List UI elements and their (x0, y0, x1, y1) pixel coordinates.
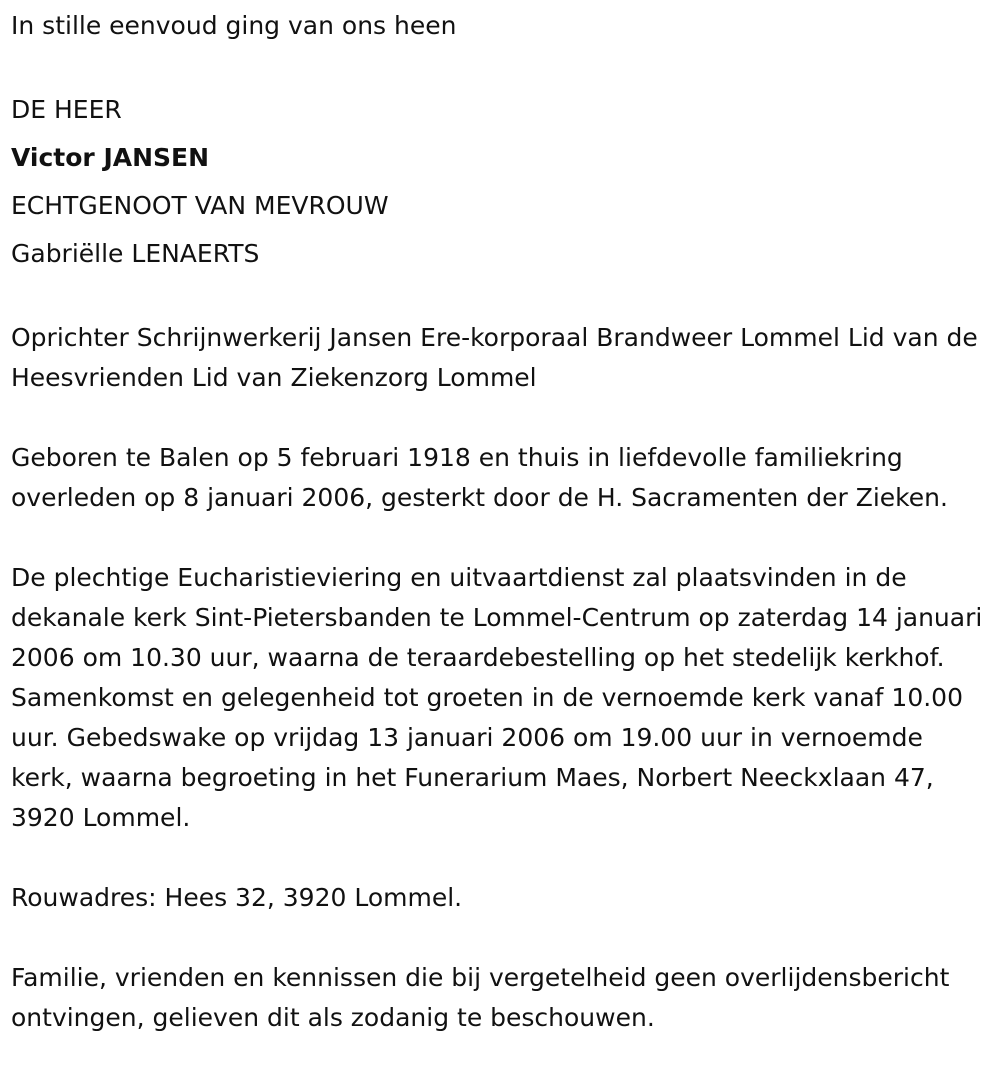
spacer (11, 838, 991, 878)
relation-line: ECHTGENOOT VAN MEVROUW (11, 191, 389, 220)
obituary-notice (11, 6, 991, 1038)
spacer (11, 918, 991, 958)
address-line: Rouwadres: Hees 32, 3920 Lommel. (11, 883, 463, 912)
roles-paragraph: Oprichter Schrijnwerkerij Jansen Ere-korporaal Brandweer Lommel Lid van de Heesvrienden Lid van Ziekenzorg Lommel (11, 323, 978, 392)
spacer (11, 278, 991, 318)
salutation: DE HEER (11, 95, 122, 124)
spouse-name: Gabriëlle LENAERTS (11, 239, 260, 268)
spacer (11, 518, 991, 558)
intro-line: In stille eenvoud ging van ons heen (11, 11, 457, 40)
spacer (11, 398, 991, 438)
birth-death-paragraph: Geboren te Balen op 5 februari 1918 en thuis in liefdevolle familiekring overleden op 8 januari 2006, gesterkt door de H. Sacramenten der Zieken. (11, 443, 948, 512)
deceased-name: Victor JANSEN (11, 143, 210, 172)
funeral-paragraph: De plechtige Eucharistieviering en uitvaartdienst zal plaatsvinden in de dekanale kerk Sint-Pietersbanden te Lommel-Centrum op zaterdag 14 januari 2006 om 10.30 uur, waarna de teraardebestelling op het stedelijk kerkhof. Samenkomst en gelegenheid tot groeten in de vernoemde kerk vanaf 10.00 uur. Gebedswake op vrijdag 13 januari 2006 om 19.00 uur in vernoemde kerk, waarna begroeting in het Funerarium Maes, Norbert Neeckxlaan 47, 3920 Lommel. (11, 563, 983, 832)
closing-paragraph: Familie, vrienden en kennissen die bij vergetelheid geen overlijdensbericht ontvingen, gelieven dit als zodanig te beschouwen. (11, 963, 950, 1032)
spacer (11, 46, 991, 86)
